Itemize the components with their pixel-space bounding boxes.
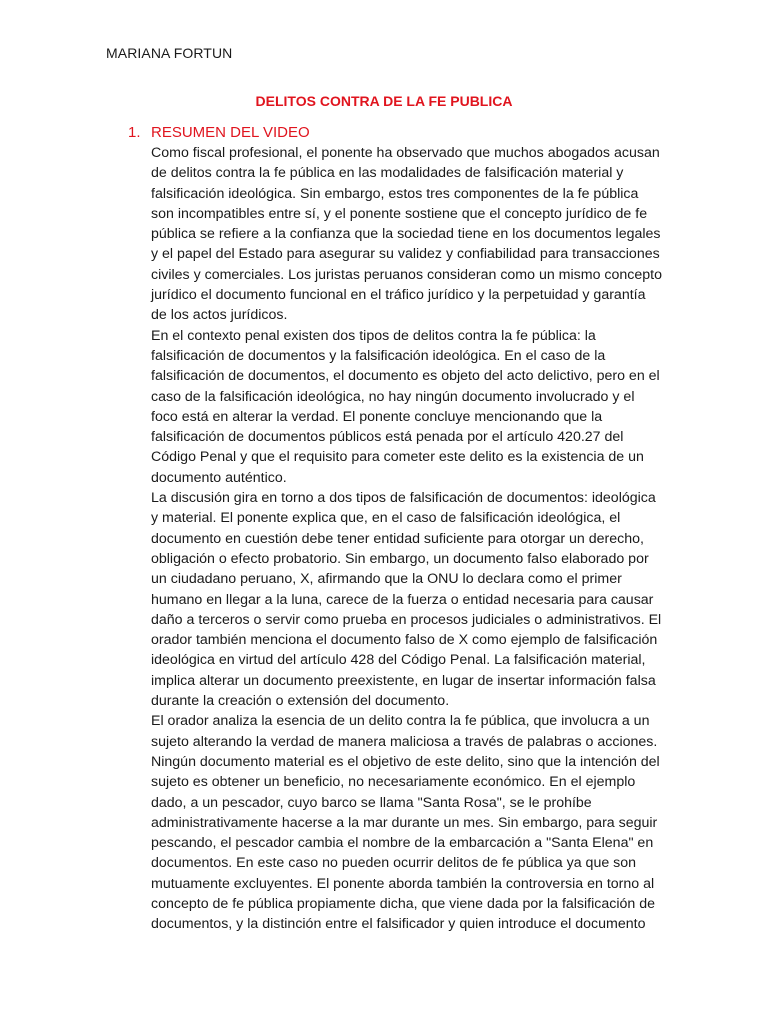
document-title: DELITOS CONTRA DE LA FE PUBLICA (255, 93, 513, 109)
paragraph: El orador analiza la esencia de un delito contra la fe pública, que involucra a un sujeto alterando la verdad de manera maliciosa a través de palabras o acciones. Ningún documento material es el objetivo de este delito, sino que la intención del sujeto es obtener un beneficio, no necesariamente económico. En el ejemplo dado, a un pescador, cuyo barco se llama "Santa Rosa", se le prohíbe administrativamente hacerse a la mar durante un mes. Sin embargo, para seguir pescando, el pescador cambia el nombre de la embarcación a "Santa Elena" en documentos. En este caso no pueden ocurrir delitos de fe pública ya que son mutuamente excluyentes. El ponente aborda también la controversia en torno al concepto de fe pública propiamente dicha, que viene dada por la falsificación de documentos, y la distinción entre el falsificador y quien introduce el documento (151, 713, 660, 933)
paragraph: Como fiscal profesional, el ponente ha observado que muchos abogados acusan de delitos contra la fe pública en las modalidades de falsificación material y falsificación ideológica. Sin embargo, estos tres componentes de la fe pública son incompatibles entre sí, y el ponente sostiene que el concepto jurídico de fe pública se refiere a la confianza que la sociedad tiene en los documentos legales y el papel del Estado para asegurar su validez y confiabilidad para transacciones civiles y comerciales. Los juristas peruanos consideran como un mismo concepto jurídico el documento funcional en el tráfico jurídico y la perpetuidad y garantía de los actos jurídicos. (151, 145, 662, 324)
section-summary (128, 123, 668, 935)
author-name: MARIANA FORTUN (106, 45, 233, 61)
section-body (151, 143, 663, 935)
paragraph: La discusión gira en torno a dos tipos de falsificación de documentos: ideológica y material. El ponente explica que, en el caso de falsificación ideológica, el documento en cuestión debe tener entidad suficiente para otorgar un derecho, obligación o efecto probatorio. Sin embargo, un documento falso elaborado por un ciudadano peruano, X, afirmando que la ONU lo declara como el primer humano en llegar a la luna, carece de la fuerza o entidad necesaria para causar daño a terceros o servir como prueba en procesos judiciales o administrativos. El orador también menciona el documento falso de X como ejemplo de falsificación ideológica en virtud del artículo 428 del Código Penal. La falsificación material, implica alterar un documento preexistente, en lugar de insertar información falsa durante la creación o extensión del documento. (151, 490, 662, 710)
section-heading-label: RESUMEN DEL VIDEO (151, 124, 310, 141)
paragraph: En el contexto penal existen dos tipos de delitos contra la fe pública: la falsificación de documentos y la falsificación ideológica. En el caso de la falsificación de documentos, el documento es objeto del acto delictivo, pero en el caso de la falsificación ideológica, no hay ningún documento involucrado y el foco está en alterar la verdad. El ponente concluye mencionando que la falsificación de documentos públicos está penada por el artículo 420.27 del Código Penal y que el requisito para cometer este delito es la existencia de un documento auténtico. (151, 327, 660, 486)
section-heading (128, 123, 668, 143)
section-number: 1. (128, 124, 141, 141)
